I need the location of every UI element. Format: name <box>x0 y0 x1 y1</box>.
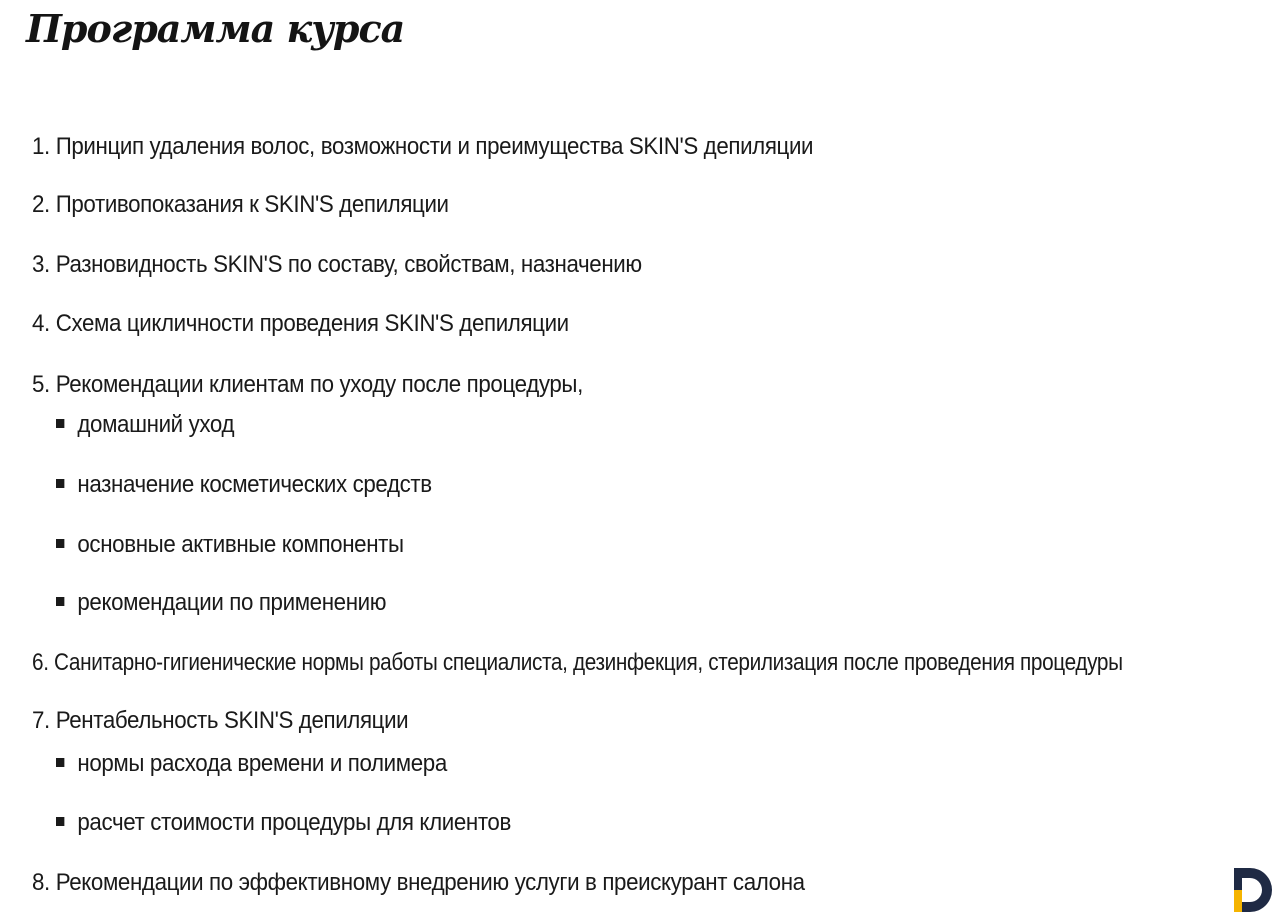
program-subitem-7-1 <box>56 749 447 779</box>
program-item-6: 6. Санитарно-гигиенические нормы работы специалиста, дезинфекция, стерилизация после проведения процедуры <box>32 649 1123 676</box>
bullet-icon <box>56 758 64 767</box>
program-item-5: 5. Рекомендации клиентам по уходу после процедуры, <box>32 371 583 398</box>
subitem-label: рекомендации по применению <box>77 589 387 616</box>
bullet-icon <box>56 597 64 606</box>
program-item-4: 4. Схема цикличности проведения SKIN'S депиляции <box>32 310 569 337</box>
program-subitem-5-1 <box>56 410 234 440</box>
bullet-icon <box>56 479 64 488</box>
program-subitem-5-4 <box>56 588 386 618</box>
program-subitem-5-3 <box>56 530 404 560</box>
program-subitem-7-2 <box>56 808 511 838</box>
program-subitem-5-2 <box>56 470 432 500</box>
bullet-icon <box>56 539 64 548</box>
bullet-icon <box>56 419 64 428</box>
subitem-label: домашний уход <box>77 411 235 438</box>
program-item-1: 1. Принцип удаления волос, возможности и преимущества SKIN'S депиляции <box>32 133 814 160</box>
program-item-7: 7. Рентабельность SKIN'S депиляции <box>32 707 409 734</box>
page-title: Программа курса <box>26 6 405 51</box>
subitem-label: нормы расхода времени и полимера <box>77 750 447 777</box>
program-item-3: 3. Разновидность SKIN'S по составу, свойствам, назначению <box>32 251 642 278</box>
program-item-8: 8. Рекомендации по эффективному внедрению услуги в преискурант салона <box>32 869 805 896</box>
program-item-2: 2. Противопоказания к SKIN'S депиляции <box>32 191 449 218</box>
subitem-label: основные активные компоненты <box>77 531 404 558</box>
subitem-label: расчет стоимости процедуры для клиентов <box>77 809 511 836</box>
subitem-label: назначение косметических средств <box>77 471 432 498</box>
bullet-icon <box>56 817 64 826</box>
brand-logo-icon <box>1226 864 1274 916</box>
